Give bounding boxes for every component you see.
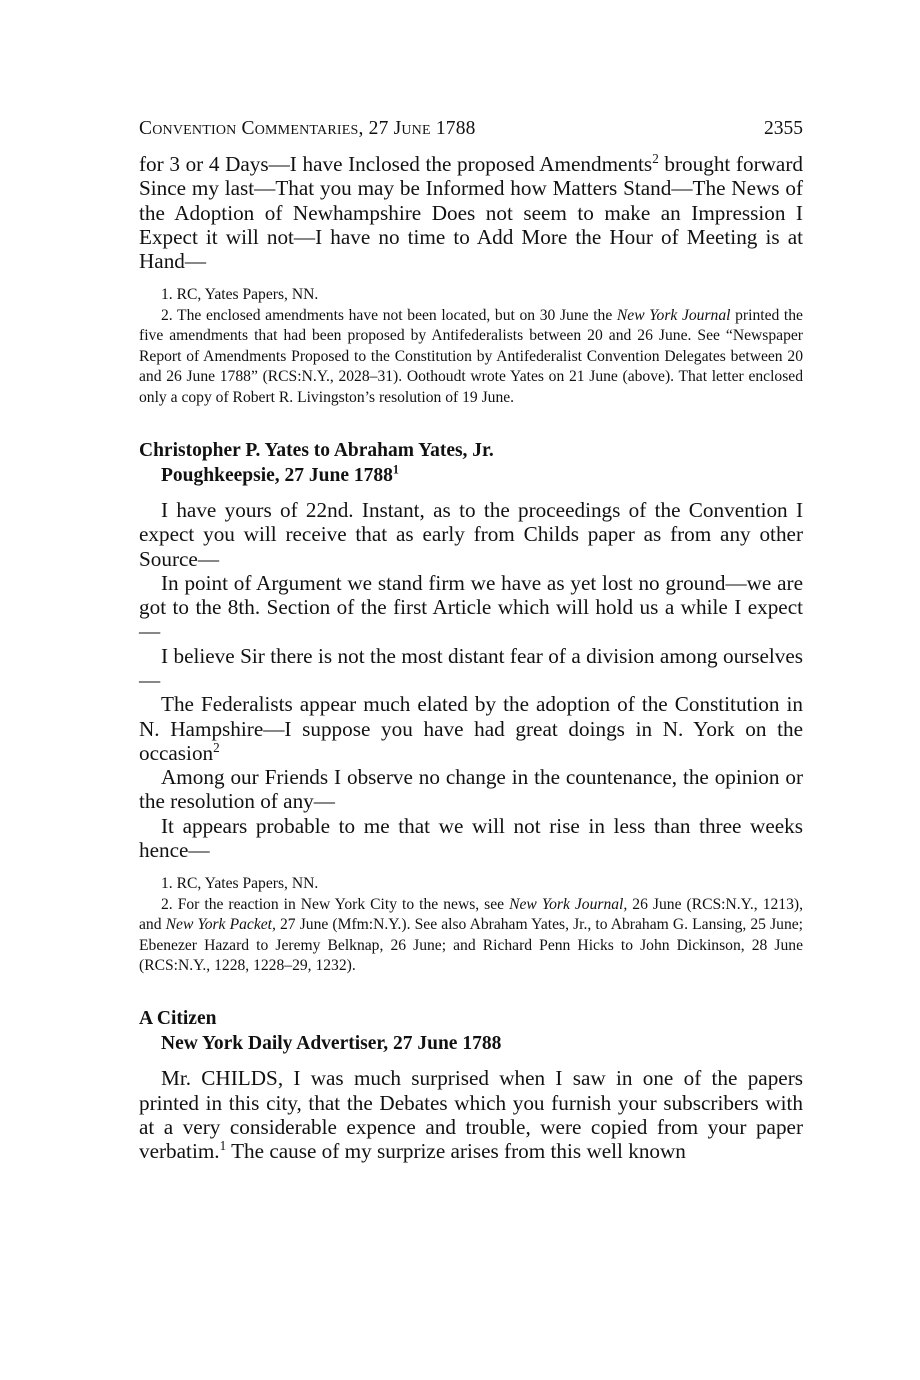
document-page xyxy=(139,118,803,1164)
running-head: Convention Commentaries, 27 June 1788 xyxy=(139,118,476,139)
footnote-text: printed the five amendments that had been proposed by Antifederalists between 20 and 26 June. See “Newspaper Report of Amendments Proposed to the Constitution by Antifederalist Convention Delegates between 20 and 26 June 1788” (RCS:N.Y., 2028–31). Oothoudt wrote Yates on 21 June (above). That letter enclosed only a copy of Robert R. Livingston’s resolution of 19 June. xyxy=(139,306,803,406)
citizen-paragraph xyxy=(139,1066,803,1163)
footnote-text: 26 June (RCS:N.Y., 1213), and xyxy=(139,895,803,934)
letter-paragraph: It appears probable to me that we will not rise in less than three weeks hence— xyxy=(139,813,803,863)
continuation-notes xyxy=(139,285,803,407)
letter-heading: Christopher P. Yates to Abraham Yates, Jr. xyxy=(139,439,494,461)
footnote-ref: 2 xyxy=(213,739,220,755)
paragraph-text: The Federalists appear much elated by the adoption of the Constitution in N. Hampshire—I suppose you have had great doings in N. York on the occasion xyxy=(139,692,803,765)
footnote-2 xyxy=(139,306,803,408)
page-number: 2355 xyxy=(764,118,803,139)
footnote-text: 2. For the reaction in New York City to the news, see xyxy=(161,895,510,913)
letter-paragraph: Among our Friends I observe no change in the countenance, the opinion or the resolution of any— xyxy=(139,765,803,814)
footnote-italic: New York Journal xyxy=(616,306,731,324)
continuation-text: for 3 or 4 Days—I have Inclosed the proposed Amendments xyxy=(139,152,653,176)
footnote-ref: 2 xyxy=(652,150,659,166)
footnote-text: 27 June (Mfm:N.Y.). See also Abraham Yates, Jr., to Abraham G. Lansing, 25 June; Ebenezer Hazard to Jeremy Belknap, 26 June; and Richard Penn Hicks to John Dickinson, 28 June (RCS:N.Y., 1228, 1228–29, 1232). xyxy=(139,916,803,974)
continuation-paragraph xyxy=(139,152,803,273)
paragraph-text: Mr. CHILDS, I was much surprised when I saw in one of the papers printed in this city, that the Debates which you furnish your subscribers with at a very considerable expence and trouble, were copied from your paper verbatim. xyxy=(139,1066,803,1164)
footnote-1: 1. RC, Yates Papers, NN. xyxy=(161,875,319,893)
letter-subheading xyxy=(161,463,803,488)
footnote-ref: 1 xyxy=(219,1138,227,1154)
citizen-heading: A Citizen xyxy=(139,1008,217,1030)
footnote-ref: 1 xyxy=(392,462,399,477)
footnote-italic: New York Packet, xyxy=(165,916,276,934)
footnote-1: 1. RC, Yates Papers, NN. xyxy=(161,286,319,304)
letter-paragraph: I have yours of 22nd. Instant, as to the proceedings of the Convention I expect you will receive that as early from Childs paper as from any other Source— xyxy=(139,497,803,571)
subheading-text: Poughkeepsie, 27 June 1788 xyxy=(161,464,393,486)
footnote-2 xyxy=(139,895,803,977)
page-header xyxy=(139,118,803,152)
letter-paragraph: In point of Argument we stand firm we have as yet lost no ground—we are got to the 8th. Section of the first Article which will hold us a while I expect— xyxy=(139,570,803,644)
letter-notes xyxy=(139,874,803,976)
paragraph-text: The cause of my surprize arises from this well known xyxy=(226,1139,686,1164)
footnote-text: 2. The enclosed amendments have not been located, but on 30 June the xyxy=(161,306,617,324)
letter-paragraph xyxy=(139,692,803,765)
citizen-subheading: New York Daily Advertiser, 27 June 1788 xyxy=(161,1033,502,1055)
continuation-text: brought forward Since my last—That you may be Informed how Matters Stand—The News of the Adoption of Newhampshire Does not seem to make an Impression I Expect it will not—I have no time to Add More the Hour of Meeting is at Hand— xyxy=(139,152,803,274)
footnote-italic: New York Journal, xyxy=(509,895,628,913)
letter-paragraph: I believe Sir there is not the most distant fear of a division among ourselves— xyxy=(139,643,803,692)
